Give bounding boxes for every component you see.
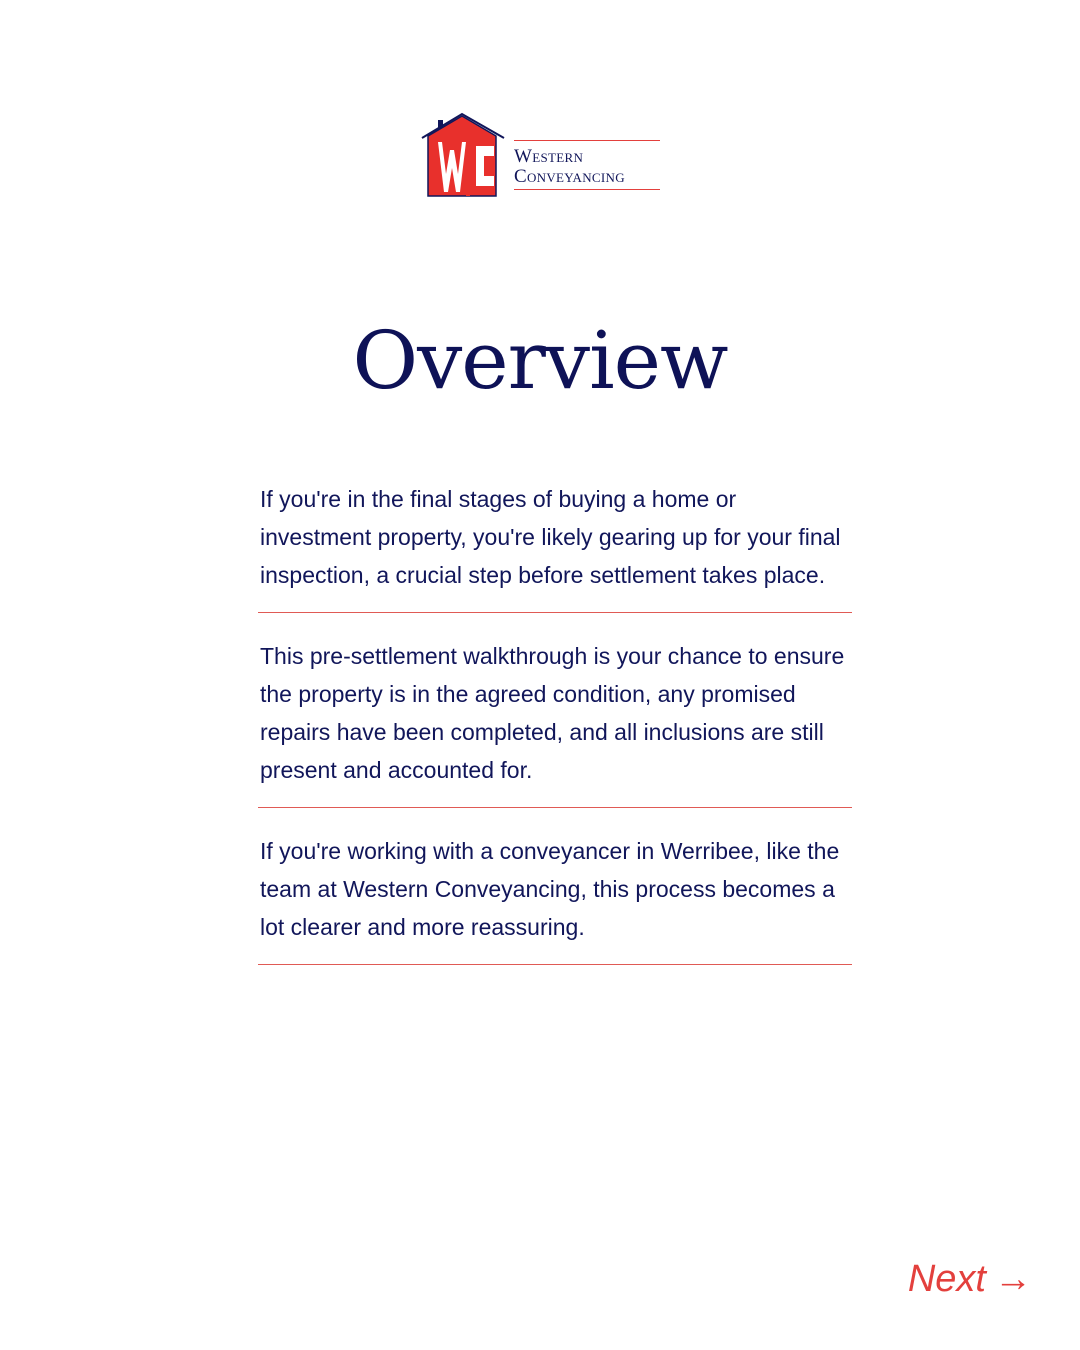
- brand-name-line1: Western: [514, 146, 584, 167]
- brand-logo: [420, 110, 660, 200]
- paragraph-1: If you're in the final stages of buying a home or investment property, you're likely gearing up for your final inspection, a crucial step before settlement takes place.: [258, 478, 852, 613]
- overview-content: [258, 478, 852, 987]
- brand-wordmark: [514, 140, 660, 190]
- next-button[interactable]: [908, 1254, 1032, 1304]
- next-label: Next: [907, 1258, 986, 1300]
- brand-name-line2: Conveyancing: [514, 166, 625, 187]
- arrow-right-icon: →: [994, 1258, 1032, 1300]
- house-wc-logo-icon: [420, 110, 510, 200]
- page-title: Overview: [352, 314, 728, 407]
- paragraph-2: This pre-settlement walkthrough is your chance to ensure the property is in the agreed condition, any promised repairs have been completed, and all inclusions are still present and accounted for.: [258, 635, 852, 808]
- paragraph-3: If you're working with a conveyancer in Werribee, like the team at Western Conveyancing, this process becomes a lot clearer and more reassuring.: [258, 830, 852, 965]
